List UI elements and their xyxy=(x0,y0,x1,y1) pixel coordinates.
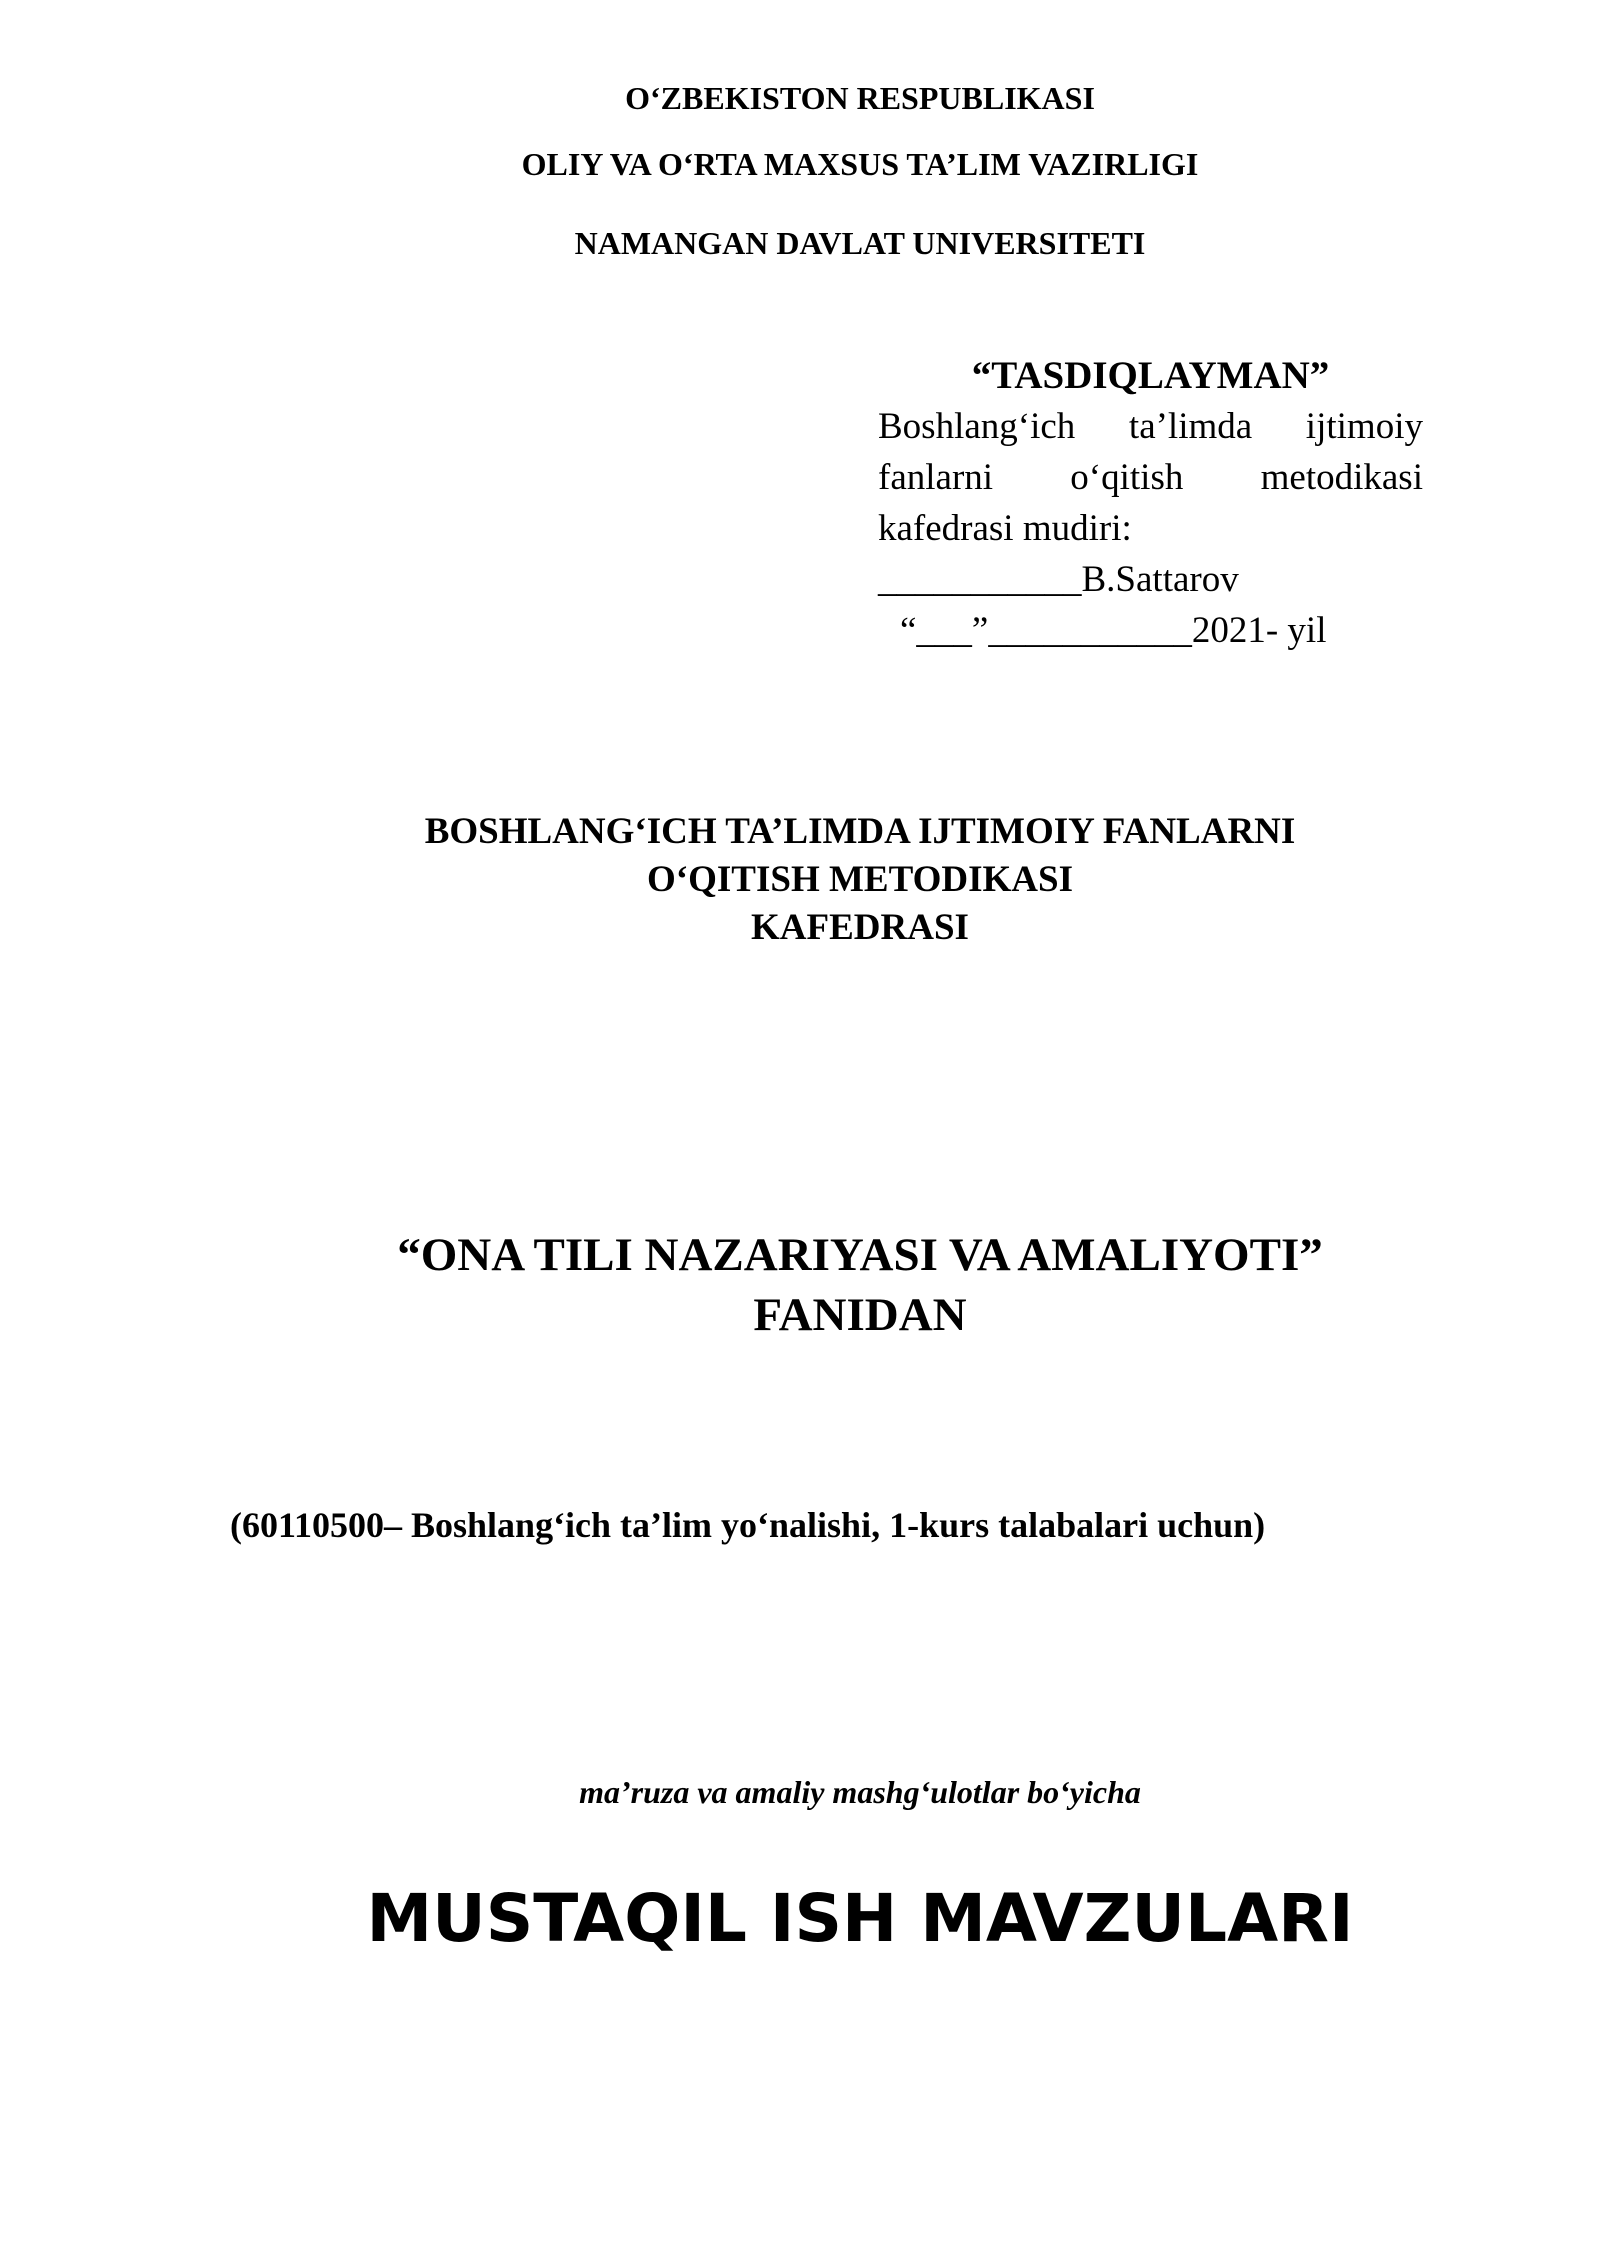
approval-block xyxy=(878,350,1423,656)
approval-line-2: fanlarni o‘qitish metodikasi xyxy=(878,457,1423,498)
department-line-3: KAFEDRASI xyxy=(751,907,969,948)
department-line-2: O‘QITISH METODIKASI xyxy=(647,859,1073,900)
audience-note: (60110500– Boshlang‘ich ta’lim yo‘nalishi, 1-kurs talabalari uchun) xyxy=(230,1505,1266,1545)
header-ministry: OLIY VA O‘RTA MAXSUS TA’LIM VAZIRLIGI xyxy=(521,146,1199,182)
department-line-1: BOSHLANG‘ICH TA’LIMDA IJTIMOIY FANLARNI xyxy=(424,811,1296,852)
approval-line-1: Boshlang‘ich ta’limda ijtimoiy xyxy=(878,406,1423,447)
header-university: NAMANGAN DAVLAT UNIVERSITETI xyxy=(574,225,1146,261)
work-kind: ma’ruza va amaliy mashg‘ulotlar bo‘yicha xyxy=(579,1774,1141,1810)
approval-signature: ___________B.Sattarov xyxy=(878,559,1239,600)
approval-line-3: kafedrasi mudiri: xyxy=(878,508,1132,549)
subject-title-line-2: FANIDAN xyxy=(753,1289,967,1341)
subject-title-line-1: “ONA TILI NAZARIYASI VA AMALIYOTI” xyxy=(397,1229,1323,1281)
main-title: MUSTAQIL ISH MAVZULARI xyxy=(366,1880,1354,1957)
header-country: O‘ZBEKISTON RESPUBLIKASI xyxy=(625,80,1095,116)
approval-date: “___”___________2021- yil xyxy=(900,610,1327,651)
approval-title: “TASDIQLAYMAN” xyxy=(971,354,1330,397)
